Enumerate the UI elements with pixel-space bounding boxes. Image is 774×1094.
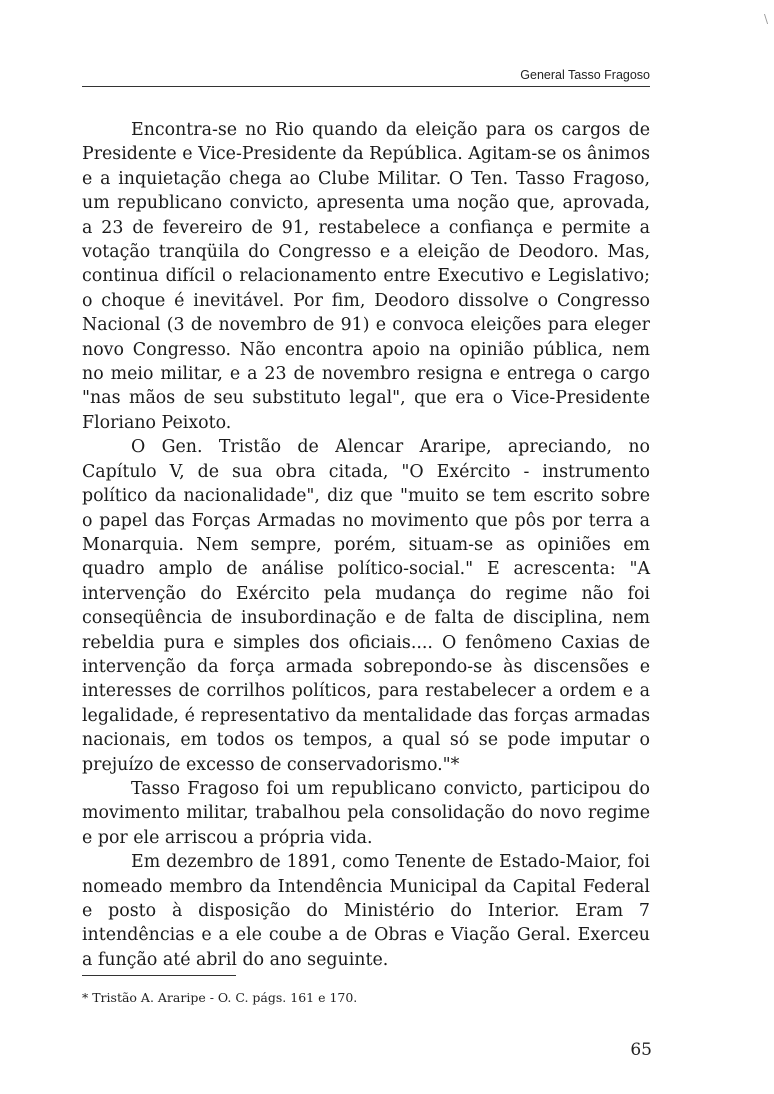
paragraph-3: Tasso Fragoso foi um republicano convicto, participou do movimento militar, trabalhou pela consolidação do novo regime e por ele arriscou a própria vida.	[82, 778, 650, 848]
body-text	[82, 118, 650, 972]
corner-mark: \	[763, 12, 768, 26]
page-number: 65	[630, 1040, 652, 1060]
running-head	[82, 64, 650, 87]
running-head-title: General Tasso Fragoso	[520, 68, 650, 82]
footnote: * Tristão A. Araripe - O. C. págs. 161 e 170.	[82, 990, 358, 1005]
footnote-rule	[82, 975, 236, 976]
paragraph-4: Em dezembro de 1891, como Tenente de Estado-Maior, foi nomeado membro da Intendência Municipal da Capital Federal e posto à disposição do Ministério do Interior. Eram 7 intendências e a ele coube a de Obras e Viação Geral. Exerceu a função até abril do ano seguinte.	[82, 852, 650, 970]
paragraph-2: O Gen. Tristão de Alencar Araripe, apreciando, no Capítulo V, de sua obra citada, "O Exército - instrumento político da nacionalidade", diz que "muito se tem escrito sobre o papel das Forças Armadas no movimento que pôs por terra a Monarquia. Nem sempre, porém, situam-se as opiniões em quadro amplo de análise político-social." E acrescenta: "A intervenção do Exército pela mudança do regime não foi conseqüência de insubordinação e de falta de disciplina, nem rebeldia pura e simples dos oficiais.... O fenômeno Caxias de intervenção da força armada sobrepondo-se às discensões e interesses de corrilhos políticos, para restabelecer a ordem e a legalidade, é representativo da mentalidade das forças armadas nacionais, em todos os tempos, a qual só se pode imputar o prejuízo de excesso de conservadorismo."*	[82, 437, 650, 775]
paragraph-1: Encontra-se no Rio quando da eleição para os cargos de Presidente e Vice-Presidente da República. Agitam-se os ânimos e a inquietação chega ao Clube Militar. O Ten. Tasso Fragoso, um republicano convicto, apresenta uma noção que, aprovada, a 23 de fevereiro de 91, restabelece a confiança e permite a votação tranqüila do Congresso e a eleição de Deodoro. Mas, continua difícil o relacionamento entre Executivo e Legislativo; o choque é inevitável. Por fim, Deodoro dissolve o Congresso Nacional (3 de novembro de 91) e convoca eleições para eleger novo Congresso. Não encontra apoio na opinião pública, nem no meio militar, e a 23 de novembro resigna e entrega o cargo "nas mãos de seu substituto legal", que era o Vice-Presidente Floriano Peixoto.	[82, 120, 650, 433]
